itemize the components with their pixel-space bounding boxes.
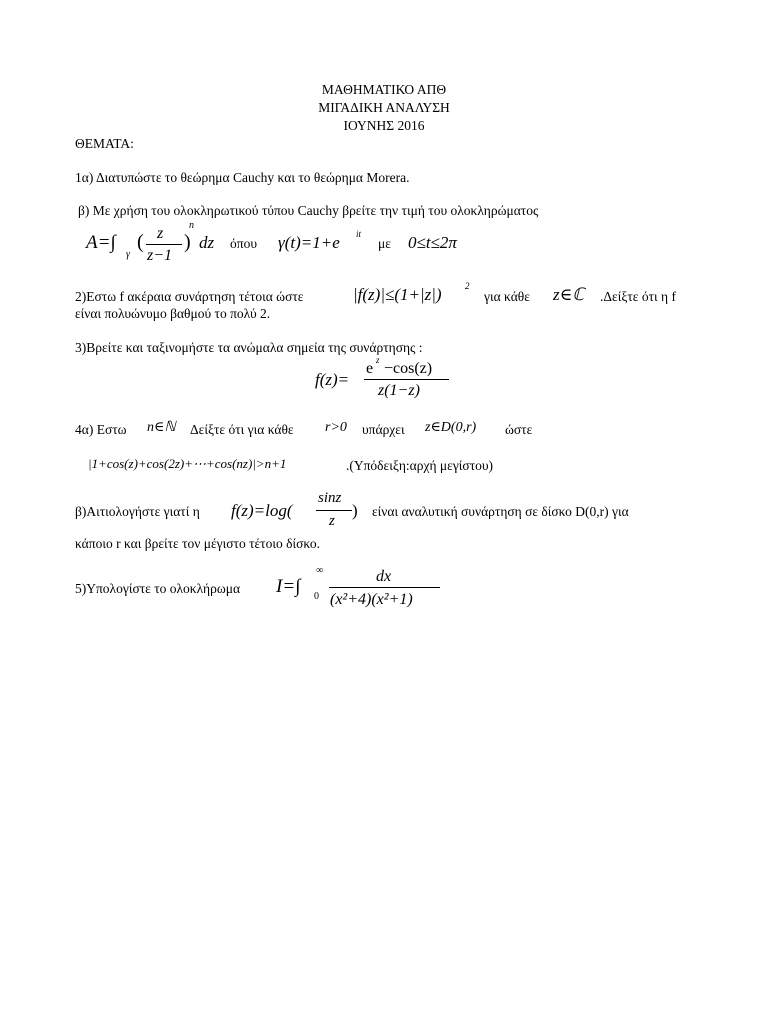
question-4a-text: 4α) Εστω	[75, 422, 127, 437]
numerator-exp: z	[376, 355, 380, 365]
denominator: z(1−z)	[378, 382, 420, 399]
fraction-bar	[316, 510, 352, 511]
topics-label: ΘΕΜΑΤΑ:	[75, 136, 134, 151]
lower-limit: 0	[314, 591, 319, 602]
for-every-label: για κάθε	[484, 289, 530, 304]
parameter-range: 0≤t≤2π	[408, 233, 457, 252]
question-4b-text: β)Αιτιολογήστε γιατί η	[75, 504, 200, 519]
question-2-text: 2)Εστω f ακέραια συνάρτηση τέτοια ώστε	[75, 289, 304, 304]
where-label: όπου	[230, 236, 257, 251]
show-that-label: Δείξτε ότι για κάθε	[190, 422, 294, 437]
integral-i-lhs: I=∫	[276, 576, 301, 597]
fraction-bar	[329, 587, 440, 588]
fraction-numerator: z	[157, 225, 164, 242]
log-function-lhs: f(z)=log(	[231, 501, 293, 520]
exists-label: υπάρχει	[362, 422, 405, 437]
cosine-inequality: |1+cos(z)+cos(2z)+⋯+cos(nz)|>n+1	[88, 456, 287, 471]
n-in-naturals: n∈ℕ	[147, 420, 176, 435]
growth-inequality: |f(z)|≤(1+|z|)	[353, 285, 442, 304]
question-1a: 1α) Διατυπώστε το θεώρημα Cauchy και το θεώρημα Morera.	[75, 170, 410, 185]
gamma-definition: γ(t)=1+e	[278, 233, 340, 252]
growth-exponent: 2	[465, 281, 470, 291]
with-label: με	[378, 236, 391, 251]
numerator-rest: −cos(z)	[384, 360, 433, 377]
header-university: ΜΑΘΗΜΑΤΙΚΟ ΑΠΘ	[321, 82, 447, 97]
right-paren: )	[352, 501, 358, 520]
z-in-disk: z∈D(0,r)	[425, 420, 477, 435]
gamma-exponent: it	[356, 229, 362, 239]
left-paren: (	[137, 231, 144, 253]
question-3-text: 3)Βρείτε και ταξινομήστε τα ανώμαλα σημεία της συνάρτησης :	[75, 340, 423, 355]
numerator-e: e	[366, 360, 374, 377]
hint-text: .(Υπόδειξη:αρχή μεγίστου)	[346, 458, 494, 473]
header-date: ΙΟΥΝΗΣ 2016	[343, 118, 425, 133]
integral-a-contour: γ	[126, 249, 130, 260]
fraction-bar	[364, 379, 449, 380]
header-course: ΜΙΓΑΔΙΚΗ ΑΝΑΛΥΣΗ	[318, 100, 450, 115]
question-2-line2: είναι πολυώνυμο βαθμού το πολύ 2.	[75, 306, 271, 321]
integrand-denominator: (x²+4)(x²+1)	[330, 591, 413, 608]
such-that-label: ώστε	[505, 422, 533, 437]
integral-dz: dz	[199, 233, 215, 252]
integral-a-lhs: A=∫	[86, 232, 116, 253]
log-numerator: sinz	[318, 490, 342, 506]
right-paren: )	[184, 231, 191, 253]
log-denominator: z	[329, 513, 335, 529]
function-lhs: f(z)=	[315, 370, 350, 389]
question-4b-text-end: είναι αναλυτική συνάρτηση σε δίσκο D(0,r) για	[372, 504, 629, 519]
z-in-complex: z∈ℂ	[553, 285, 585, 304]
fraction-bar	[146, 244, 182, 245]
question-4b-line2: κάποιο r και βρείτε τον μέγιστο τέτοιο δίσκο.	[75, 536, 321, 551]
question-5-text: 5)Υπολογίστε το ολοκλήρωμα	[75, 581, 241, 596]
power-n: n	[189, 220, 194, 231]
question-1b-text: β) Με χρήση του ολοκληρωτικού τύπου Cauchy βρείτε την τιμή του ολοκληρώματος	[78, 203, 539, 218]
r-positive: r>0	[325, 420, 347, 435]
integrand-numerator: dx	[376, 568, 392, 585]
fraction-denominator: z−1	[147, 247, 173, 264]
upper-limit: ∞	[316, 565, 324, 576]
question-2-text-end: .Δείξτε ότι η f	[600, 289, 676, 304]
